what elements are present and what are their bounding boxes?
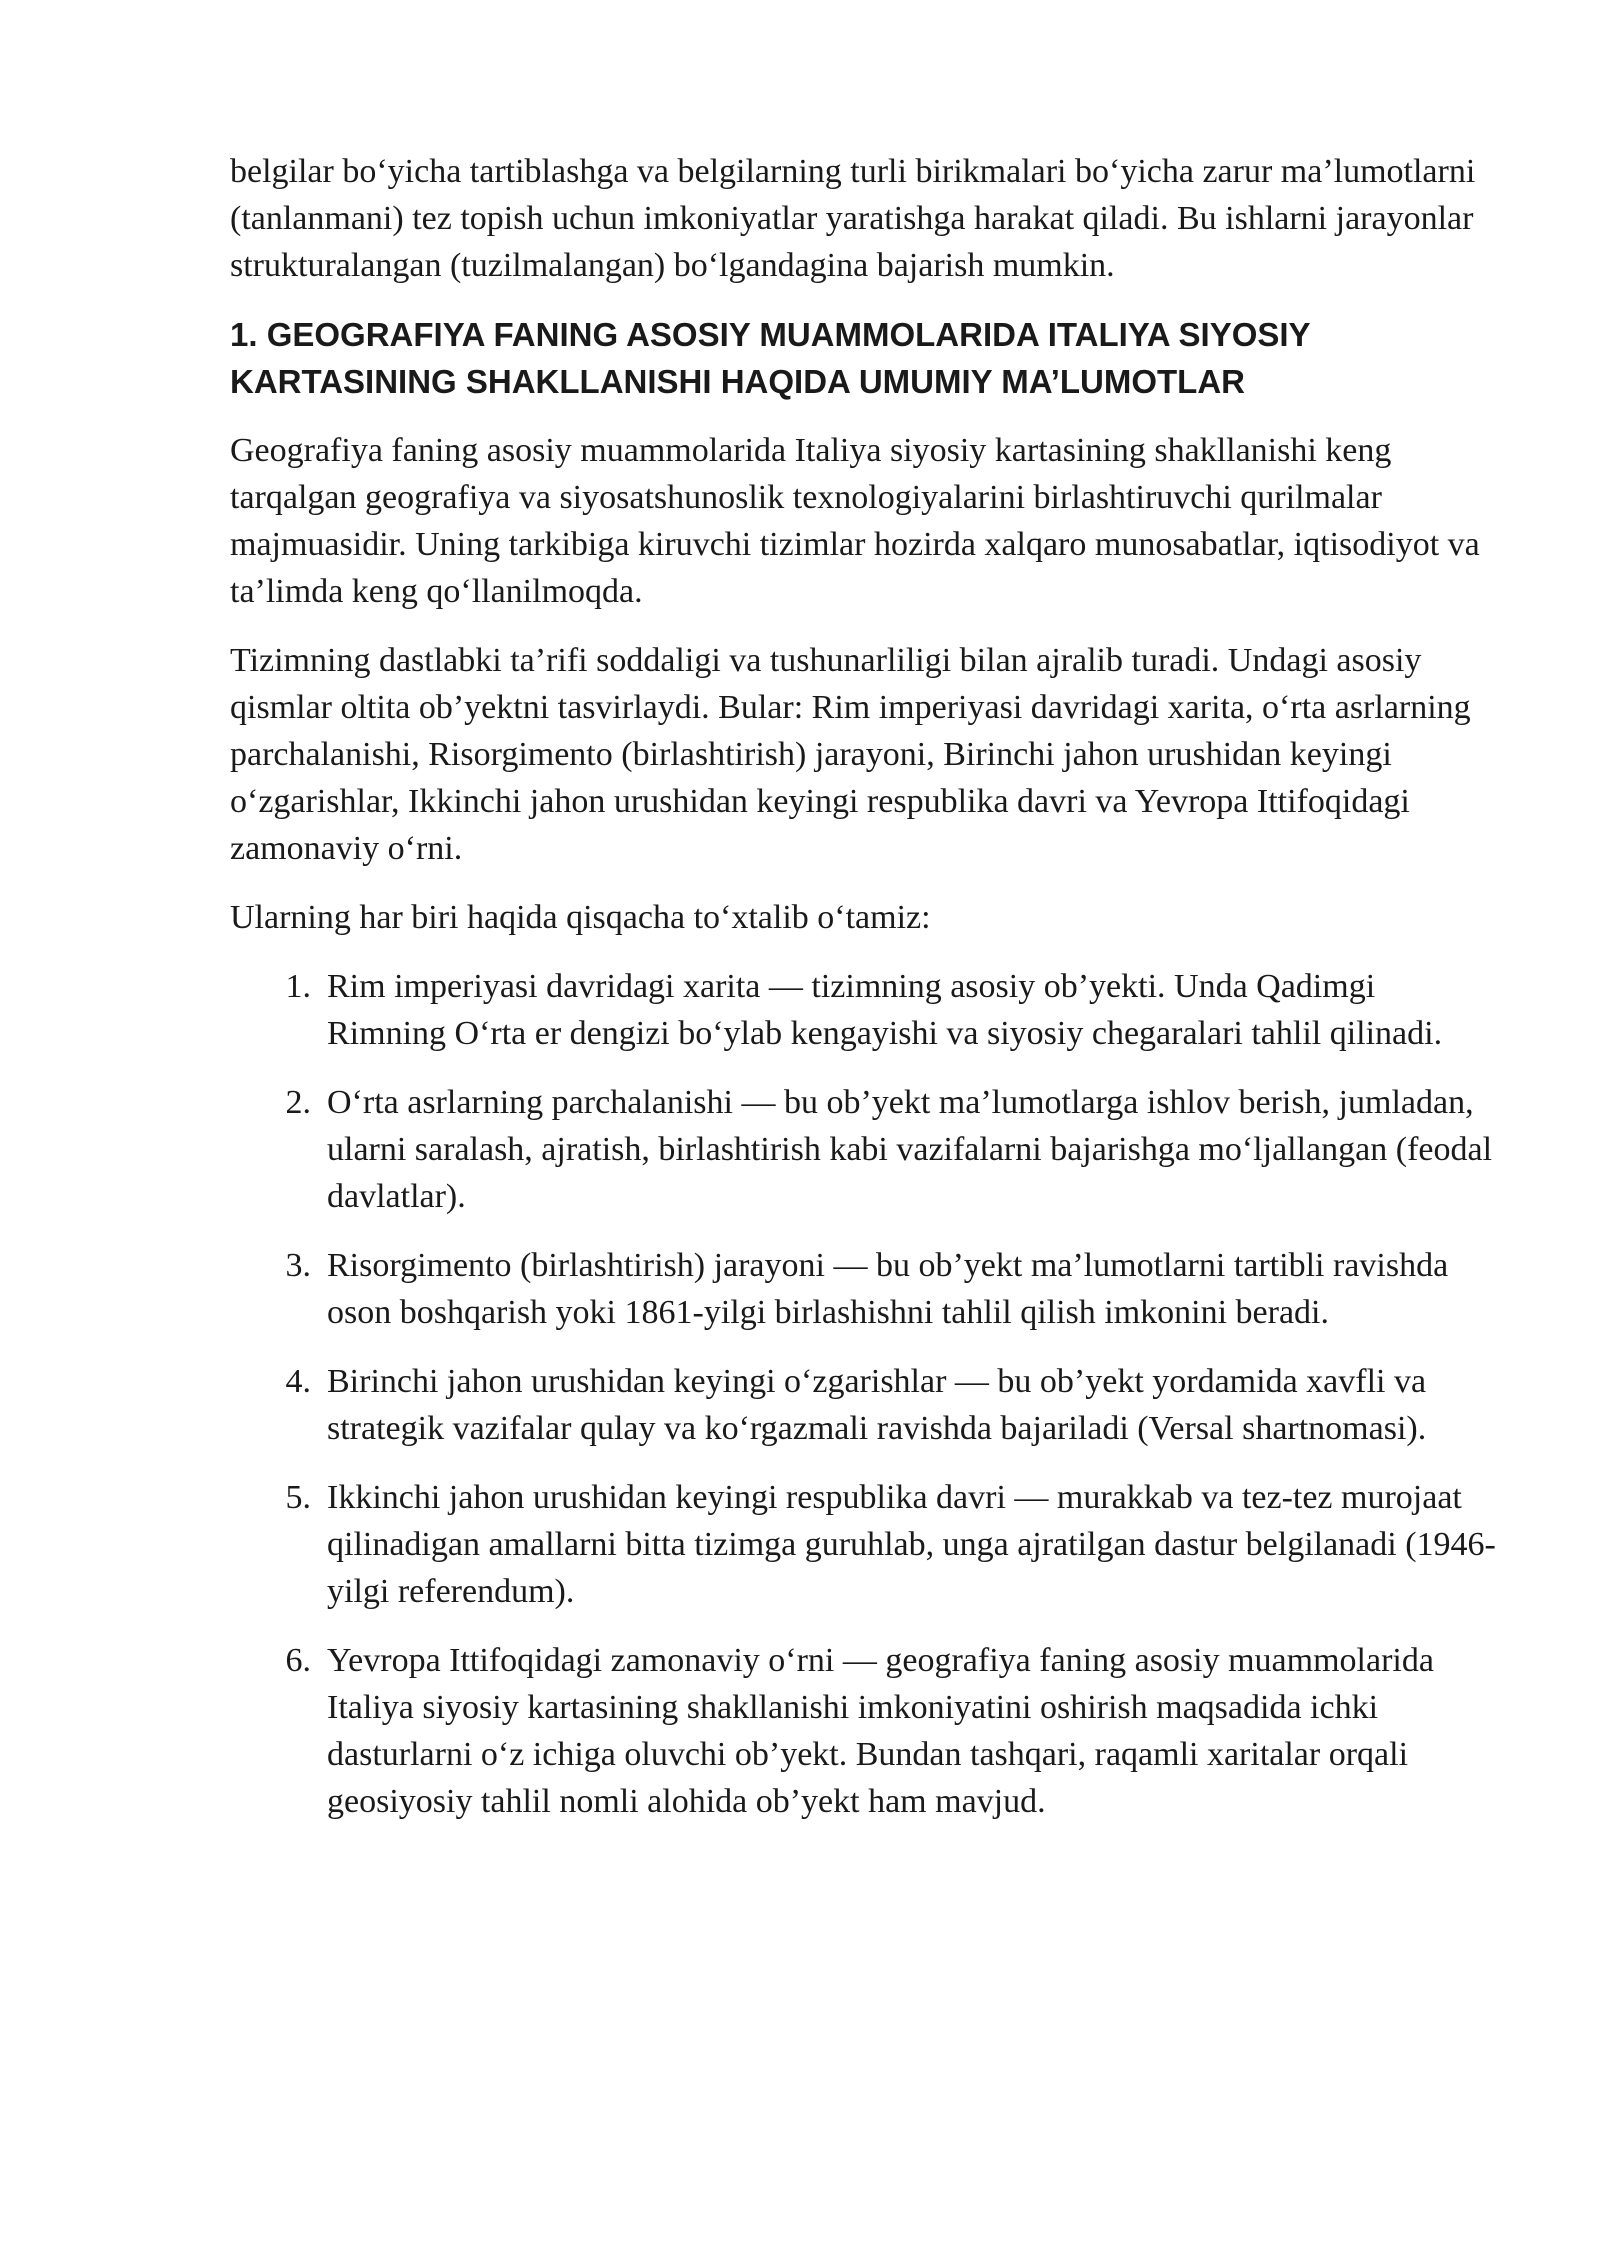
document-page — [230, 148, 1500, 1847]
numbered-list — [230, 963, 1500, 1825]
body-paragraph: Tizimning dastlabki ta’rifi soddaligi va tushunarliligi bilan ajralib turadi. Undagi asosiy qismlar oltita ob’yektni tasvirlaydi. Bular: Rim imperiyasi davridagi xarita, o‘rta asrlarning parchalanishi, Risorgimento (birlashtirish) jarayoni, Birinchi jahon urushidan keyingi o‘zgarishlar, Ikkinchi jahon urushidan keyingi respublika davri va Yevropa Ittifoqidagi zamonaviy o‘rni. — [230, 642, 1471, 867]
list-item-text: Yevropa Ittifoqidagi zamonaviy o‘rni — geografiya faning asosiy muammolarida Italiya siyosiy kartasining shakllanishi imkoniyatini oshirish maqsadida ichki dasturlarni o‘z ichiga oluvchi ob’yekt. Bundan tashqari, raqamli xaritalar orqali geosiyosiy tahlil nomli alohida ob’yekt ham mavjud. — [327, 1642, 1434, 1820]
list-item — [230, 1358, 1500, 1452]
list-item — [230, 1637, 1500, 1825]
list-item-number: 6. — [285, 1642, 311, 1679]
list-item — [230, 1474, 1500, 1615]
list-item-text: Rim imperiyasi davridagi xarita — tizimning asosiy ob’yekti. Unda Qadimgi Rimning O‘rta er dengizi bo‘ylab kengayishi va siyosiy chegaralari tahlil qilinadi. — [327, 968, 1443, 1052]
list-item-text: Ikkinchi jahon urushidan keyingi respublika davri — murakkab va tez-tez murojaat qilinadigan amallarni bitta tizimga guruhlab, unga ajratilgan dastur belgilanadi (1946-yilgi referendum). — [327, 1479, 1496, 1610]
list-item-number: 2. — [285, 1084, 311, 1121]
list-item — [230, 963, 1500, 1057]
section-heading: 1. GEOGRAFIYA FANING ASOSIY MUAMMOLARIDA ITALIYA SIYOSIY KARTASINING SHAKLLANISHI HAQIDA UMUMIY MA’LUMOTLAR — [230, 316, 1310, 400]
list-item-text: Risorgimento (birlashtirish) jarayoni — bu ob’yekt ma’lumotlarni tartibli ravishda oson boshqarish yoki 1861-yilgi birlashishni tahlil qilish imkonini beradi. — [327, 1247, 1449, 1331]
intro-paragraph: belgilar bo‘yicha tartiblashga va belgilarning turli birikmalari bo‘yicha zarur ma’lumotlarni (tanlanmani) tez topish uchun imkoniyatlar yaratishga harakat qiladi. Bu ishlarni jarayonlar strukturalangan (tuzilmalangan) bo‘lgandagina bajarish mumkin. — [230, 153, 1476, 284]
list-item-number: 1. — [285, 968, 311, 1005]
list-item-number: 5. — [285, 1479, 311, 1516]
list-item — [230, 1242, 1500, 1336]
list-item — [230, 1079, 1500, 1220]
list-item-text: O‘rta asrlarning parchalanishi — bu ob’yekt ma’lumotlarga ishlov berish, jumladan, ularni saralash, ajratish, birlashtirish kabi vazifalarni bajarishga mo‘ljallangan (feodal davlatlar). — [327, 1084, 1493, 1215]
list-item-number: 3. — [285, 1247, 311, 1284]
body-paragraph: Ularning har biri haqida qisqacha to‘xtalib o‘tamiz: — [230, 899, 931, 936]
list-item-text: Birinchi jahon urushidan keyingi o‘zgarishlar — bu ob’yekt yordamida xavfli va strategik vazifalar qulay va ko‘rgazmali ravishda bajariladi (Versal shartnomasi). — [327, 1363, 1427, 1447]
body-paragraph: Geografiya faning asosiy muammolarida Italiya siyosiy kartasining shakllanishi keng tarqalgan geografiya va siyosatshunoslik texnologiyalarini birlashtiruvchi qurilmalar majmuasidir. Uning tarkibiga kiruvchi tizimlar hozirda xalqaro munosabatlar, iqtisodiyot va ta’limda keng qo‘llanilmoqda. — [230, 432, 1480, 610]
list-item-number: 4. — [285, 1363, 311, 1400]
